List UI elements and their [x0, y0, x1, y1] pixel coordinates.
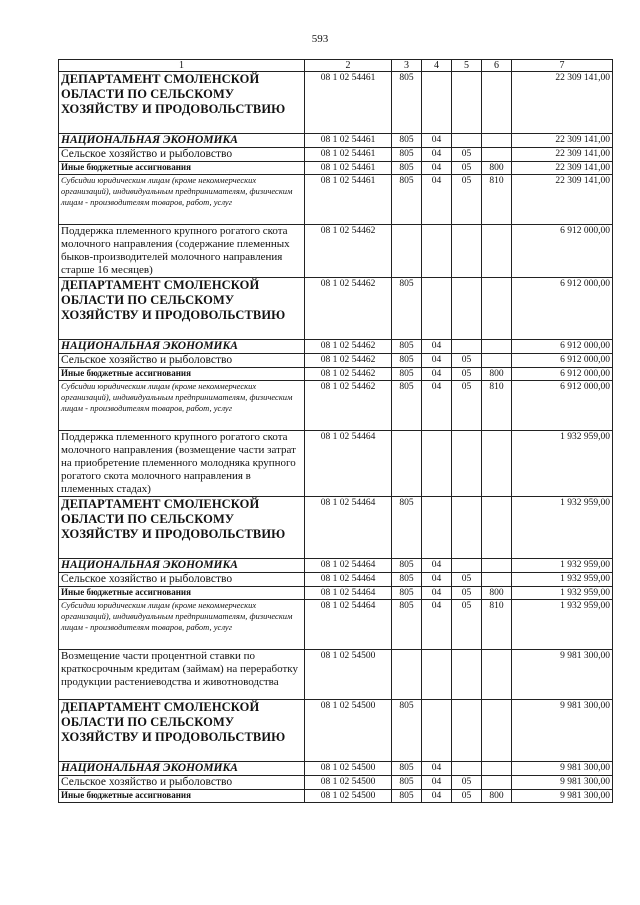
ministry-code: 805 [392, 600, 422, 650]
subsection-code: 05 [452, 354, 482, 368]
amount: 6 912 000,00 [512, 225, 613, 278]
ministry-code: 805 [392, 762, 422, 776]
header-row [59, 60, 613, 72]
ministry-code: 805 [392, 340, 422, 354]
expense-type-code: 800 [482, 368, 512, 381]
amount: 1 932 959,00 [512, 587, 613, 600]
target-code: 08 1 02 54462 [305, 278, 392, 340]
amount: 1 932 959,00 [512, 573, 613, 587]
target-code: 08 1 02 54464 [305, 497, 392, 559]
row-name: НАЦИОНАЛЬНАЯ ЭКОНОМИКА [59, 762, 305, 776]
amount: 1 932 959,00 [512, 431, 613, 497]
amount: 6 912 000,00 [512, 278, 613, 340]
expense-type-code [482, 497, 512, 559]
row-name: Иные бюджетные ассигнования [59, 162, 305, 175]
target-code: 08 1 02 54464 [305, 559, 392, 573]
budget-table [58, 59, 613, 803]
expense-type-code: 810 [482, 600, 512, 650]
section-code [422, 650, 452, 700]
subsection-code [452, 559, 482, 573]
amount: 1 932 959,00 [512, 559, 613, 573]
target-code: 08 1 02 54461 [305, 175, 392, 225]
row-name: Субсидии юридическим лицам (кроме некоммерческих организаций), индивидуальным предпринимателям, физическим лицам - производителям товаров, работ, услуг [59, 600, 305, 650]
row-name: Субсидии юридическим лицам (кроме некоммерческих организаций), индивидуальным предпринимателям, физическим лицам - производителям товаров, работ, услуг [59, 175, 305, 225]
expense-type-code [482, 340, 512, 354]
section-code: 04 [422, 134, 452, 148]
section-code: 04 [422, 559, 452, 573]
header-col-4: 4 [422, 60, 452, 72]
ministry-code: 805 [392, 368, 422, 381]
section-code [422, 431, 452, 497]
row-name: Поддержка племенного крупного рогатого скота молочного направления (содержание племенных быков-производителей молочного направления старше 16 месяцев) [59, 225, 305, 278]
ministry-code: 805 [392, 162, 422, 175]
ministry-code [392, 650, 422, 700]
target-code: 08 1 02 54464 [305, 431, 392, 497]
amount: 1 932 959,00 [512, 600, 613, 650]
row-name: Иные бюджетные ассигнования [59, 790, 305, 803]
ministry-code: 805 [392, 573, 422, 587]
expense-type-code [482, 134, 512, 148]
section-code: 04 [422, 790, 452, 803]
ministry-code: 805 [392, 72, 422, 134]
subsection-code: 05 [452, 162, 482, 175]
section-code [422, 225, 452, 278]
row-name: Поддержка племенного крупного рогатого скота молочного направления (возмещение части затрат на приобретение племенного молодняка крупного рогатого скота молочного направления в племенных стадах) [59, 431, 305, 497]
target-code: 08 1 02 54461 [305, 162, 392, 175]
table-row [59, 600, 613, 650]
subsection-code [452, 700, 482, 762]
target-code: 08 1 02 54464 [305, 600, 392, 650]
row-name: ДЕПАРТАМЕНТ СМОЛЕНСКОЙ ОБЛАСТИ ПО СЕЛЬСКОМУ ХОЗЯЙСТВУ И ПРОДОВОЛЬСТВИЮ [59, 72, 305, 134]
ministry-code [392, 431, 422, 497]
table-row [59, 790, 613, 803]
amount: 6 912 000,00 [512, 381, 613, 431]
header-col-6: 6 [482, 60, 512, 72]
section-code: 04 [422, 600, 452, 650]
table-row [59, 175, 613, 225]
subsection-code [452, 762, 482, 776]
target-code: 08 1 02 54464 [305, 587, 392, 600]
row-name: Субсидии юридическим лицам (кроме некоммерческих организаций), индивидуальным предпринимателям, физическим лицам - производителям товаров, работ, услуг [59, 381, 305, 431]
ministry-code: 805 [392, 278, 422, 340]
expense-type-code: 810 [482, 175, 512, 225]
expense-type-code [482, 573, 512, 587]
section-code: 04 [422, 381, 452, 431]
amount: 9 981 300,00 [512, 776, 613, 790]
amount: 9 981 300,00 [512, 790, 613, 803]
section-code: 04 [422, 148, 452, 162]
target-code: 08 1 02 54500 [305, 776, 392, 790]
section-code: 04 [422, 573, 452, 587]
expense-type-code [482, 762, 512, 776]
amount: 1 932 959,00 [512, 497, 613, 559]
table-row [59, 354, 613, 368]
expense-type-code: 800 [482, 790, 512, 803]
table-row [59, 368, 613, 381]
row-name: ДЕПАРТАМЕНТ СМОЛЕНСКОЙ ОБЛАСТИ ПО СЕЛЬСКОМУ ХОЗЯЙСТВУ И ПРОДОВОЛЬСТВИЮ [59, 497, 305, 559]
ministry-code: 805 [392, 175, 422, 225]
subsection-code [452, 650, 482, 700]
subsection-code: 05 [452, 368, 482, 381]
row-name: Иные бюджетные ассигнования [59, 368, 305, 381]
row-name: НАЦИОНАЛЬНАЯ ЭКОНОМИКА [59, 559, 305, 573]
row-name: Сельское хозяйство и рыболовство [59, 776, 305, 790]
ministry-code: 805 [392, 700, 422, 762]
ministry-code [392, 225, 422, 278]
ministry-code: 805 [392, 497, 422, 559]
amount: 22 309 141,00 [512, 162, 613, 175]
subsection-code: 05 [452, 776, 482, 790]
ministry-code: 805 [392, 790, 422, 803]
amount: 6 912 000,00 [512, 340, 613, 354]
header-col-5: 5 [452, 60, 482, 72]
header-col-3: 3 [392, 60, 422, 72]
expense-type-code [482, 650, 512, 700]
target-code: 08 1 02 54461 [305, 72, 392, 134]
table-row [59, 776, 613, 790]
expense-type-code [482, 72, 512, 134]
table-row [59, 72, 613, 134]
expense-type-code [482, 559, 512, 573]
section-code: 04 [422, 175, 452, 225]
amount: 22 309 141,00 [512, 134, 613, 148]
expense-type-code: 800 [482, 587, 512, 600]
header-col-7: 7 [512, 60, 613, 72]
section-code: 04 [422, 762, 452, 776]
target-code: 08 1 02 54464 [305, 573, 392, 587]
subsection-code: 05 [452, 175, 482, 225]
section-code: 04 [422, 354, 452, 368]
table-row [59, 587, 613, 600]
expense-type-code [482, 354, 512, 368]
amount: 22 309 141,00 [512, 175, 613, 225]
subsection-code: 05 [452, 600, 482, 650]
row-name: НАЦИОНАЛЬНАЯ ЭКОНОМИКА [59, 134, 305, 148]
subsection-code [452, 134, 482, 148]
ministry-code: 805 [392, 134, 422, 148]
expense-type-code: 810 [482, 381, 512, 431]
table-row [59, 431, 613, 497]
row-name: ДЕПАРТАМЕНТ СМОЛЕНСКОЙ ОБЛАСТИ ПО СЕЛЬСКОМУ ХОЗЯЙСТВУ И ПРОДОВОЛЬСТВИЮ [59, 278, 305, 340]
table-row [59, 762, 613, 776]
header-col-1: 1 [59, 60, 305, 72]
section-code: 04 [422, 368, 452, 381]
section-code [422, 72, 452, 134]
expense-type-code [482, 776, 512, 790]
subsection-code [452, 72, 482, 134]
target-code: 08 1 02 54500 [305, 790, 392, 803]
expense-type-code [482, 148, 512, 162]
row-name: Сельское хозяйство и рыболовство [59, 573, 305, 587]
target-code: 08 1 02 54500 [305, 762, 392, 776]
section-code: 04 [422, 340, 452, 354]
expense-type-code [482, 225, 512, 278]
table-row [59, 497, 613, 559]
amount: 22 309 141,00 [512, 72, 613, 134]
subsection-code [452, 225, 482, 278]
subsection-code: 05 [452, 587, 482, 600]
ministry-code: 805 [392, 354, 422, 368]
row-name: Возмещение части процентной ставки по краткосрочным кредитам (займам) на переработку продукции растениеводства и животноводства [59, 650, 305, 700]
amount: 9 981 300,00 [512, 650, 613, 700]
target-code: 08 1 02 54461 [305, 148, 392, 162]
subsection-code [452, 497, 482, 559]
ministry-code: 805 [392, 148, 422, 162]
expense-type-code [482, 431, 512, 497]
subsection-code: 05 [452, 790, 482, 803]
section-code [422, 497, 452, 559]
section-code [422, 278, 452, 340]
amount: 6 912 000,00 [512, 368, 613, 381]
table-row [59, 134, 613, 148]
section-code: 04 [422, 587, 452, 600]
subsection-code [452, 340, 482, 354]
section-code [422, 700, 452, 762]
table-row [59, 148, 613, 162]
ministry-code: 805 [392, 381, 422, 431]
header-col-2: 2 [305, 60, 392, 72]
target-code: 08 1 02 54461 [305, 134, 392, 148]
table-row [59, 650, 613, 700]
target-code: 08 1 02 54462 [305, 368, 392, 381]
table-row [59, 340, 613, 354]
table-row [59, 225, 613, 278]
amount: 22 309 141,00 [512, 148, 613, 162]
table-row [59, 278, 613, 340]
row-name: Сельское хозяйство и рыболовство [59, 148, 305, 162]
ministry-code: 805 [392, 559, 422, 573]
table-row [59, 162, 613, 175]
row-name: Иные бюджетные ассигнования [59, 587, 305, 600]
table-row [59, 559, 613, 573]
row-name: Сельское хозяйство и рыболовство [59, 354, 305, 368]
table-row [59, 381, 613, 431]
section-code: 04 [422, 162, 452, 175]
subsection-code [452, 431, 482, 497]
table-row [59, 700, 613, 762]
target-code: 08 1 02 54462 [305, 354, 392, 368]
expense-type-code: 800 [482, 162, 512, 175]
subsection-code: 05 [452, 148, 482, 162]
row-name: ДЕПАРТАМЕНТ СМОЛЕНСКОЙ ОБЛАСТИ ПО СЕЛЬСКОМУ ХОЗЯЙСТВУ И ПРОДОВОЛЬСТВИЮ [59, 700, 305, 762]
section-code: 04 [422, 776, 452, 790]
amount: 9 981 300,00 [512, 762, 613, 776]
ministry-code: 805 [392, 587, 422, 600]
row-name: НАЦИОНАЛЬНАЯ ЭКОНОМИКА [59, 340, 305, 354]
ministry-code: 805 [392, 776, 422, 790]
expense-type-code [482, 278, 512, 340]
target-code: 08 1 02 54462 [305, 225, 392, 278]
target-code: 08 1 02 54462 [305, 381, 392, 431]
target-code: 08 1 02 54500 [305, 700, 392, 762]
target-code: 08 1 02 54500 [305, 650, 392, 700]
subsection-code: 05 [452, 573, 482, 587]
subsection-code: 05 [452, 381, 482, 431]
expense-type-code [482, 700, 512, 762]
subsection-code [452, 278, 482, 340]
amount: 6 912 000,00 [512, 354, 613, 368]
amount: 9 981 300,00 [512, 700, 613, 762]
page-number: 593 [311, 33, 329, 45]
target-code: 08 1 02 54462 [305, 340, 392, 354]
table-row [59, 573, 613, 587]
